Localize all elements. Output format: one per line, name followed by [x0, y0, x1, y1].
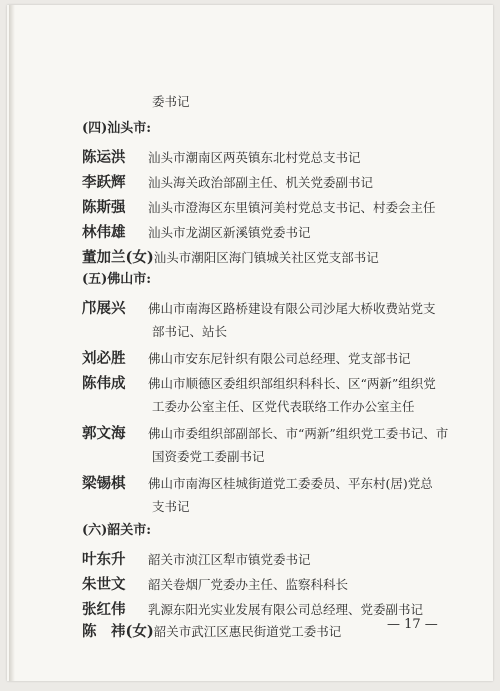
person-name: 郭文海: [82, 425, 126, 442]
person-name: 陈运洪: [82, 149, 126, 166]
person-title-continued: 部书记、站长: [152, 324, 228, 339]
person-name: 李跃辉: [82, 174, 126, 191]
section-title-shantou: (四)汕头市:: [82, 121, 152, 136]
person-name: 梁锡棋: [82, 475, 126, 492]
person-name: 朱世文: [82, 576, 126, 593]
person-title: 汕头市潮阳区海门镇城关社区党支部书记: [153, 250, 379, 265]
person-name: 林伟雄: [82, 224, 126, 241]
list-item: [82, 196, 436, 217]
list-item: [82, 221, 311, 242]
list-item: [82, 297, 436, 318]
person-title-continued: 支书记: [152, 499, 190, 514]
person-title: 汕头市潮南区两英镇东北村党总支书记: [148, 150, 361, 165]
person-name: 陈伟成: [82, 375, 126, 392]
section-title-shaoguan: (六)韶关市:: [82, 523, 152, 538]
document-page: [7, 5, 493, 681]
person-name: 刘必胜: [82, 350, 126, 367]
section-title-foshan: (五)佛山市:: [82, 272, 152, 287]
person-title: 佛山市委组织部副部长、市“两新”组织党工委书记、市: [148, 426, 449, 441]
list-item: [82, 573, 348, 594]
page-number: — 17 —: [387, 617, 438, 632]
person-title: 佛山市顺德区委组织部组织科科长、区“两新”组织党: [148, 376, 436, 391]
person-title: 乳源东阳光实业发展有限公司总经理、党委副书记: [148, 602, 424, 617]
person-title: 韶关市浈江区犁市镇党委书记: [148, 552, 311, 567]
person-title-continued: 工委办公室主任、区党代表联络工作办公室主任: [152, 399, 415, 414]
person-title: 韶关市武江区惠民街道党工委书记: [153, 624, 342, 639]
person-name: 邝展兴: [82, 300, 126, 317]
person-name: 陈 祎(女): [82, 623, 154, 640]
list-item: [82, 472, 433, 493]
person-name: 陈斯强: [82, 199, 126, 216]
list-item: [82, 171, 373, 192]
list-item: [82, 146, 361, 167]
list-item: [82, 548, 311, 569]
person-title: 汕头市澄海区东里镇河美村党总支书记、村委会主任: [148, 200, 436, 215]
person-title: 韶关卷烟厂党委办主任、监察科科长: [148, 577, 349, 592]
list-item: [82, 372, 436, 393]
list-item: [82, 598, 423, 619]
person-title: 佛山市南海区桂城街道党工委委员、平东村(居)党总: [148, 476, 433, 491]
person-name: 叶东升: [82, 551, 126, 568]
person-name: 张红伟: [82, 601, 126, 618]
person-title-continued: 国资委党工委副书记: [152, 449, 265, 464]
list-item: [82, 347, 411, 368]
person-title: 汕头市龙湖区新溪镇党委书记: [148, 225, 311, 240]
list-item: [82, 620, 341, 641]
person-title: 佛山市南海区路桥建设有限公司沙尾大桥收费站党支: [148, 301, 436, 316]
person-name: 董加兰(女): [82, 249, 154, 266]
person-title: 佛山市安东尼针织有限公司总经理、党支部书记: [148, 351, 411, 366]
list-item: [82, 246, 379, 267]
continuation-text: 委书记: [152, 94, 190, 109]
list-item: [82, 422, 448, 443]
person-title: 汕头海关政治部副主任、机关党委副书记: [148, 175, 374, 190]
binding-edge: [9, 5, 15, 681]
